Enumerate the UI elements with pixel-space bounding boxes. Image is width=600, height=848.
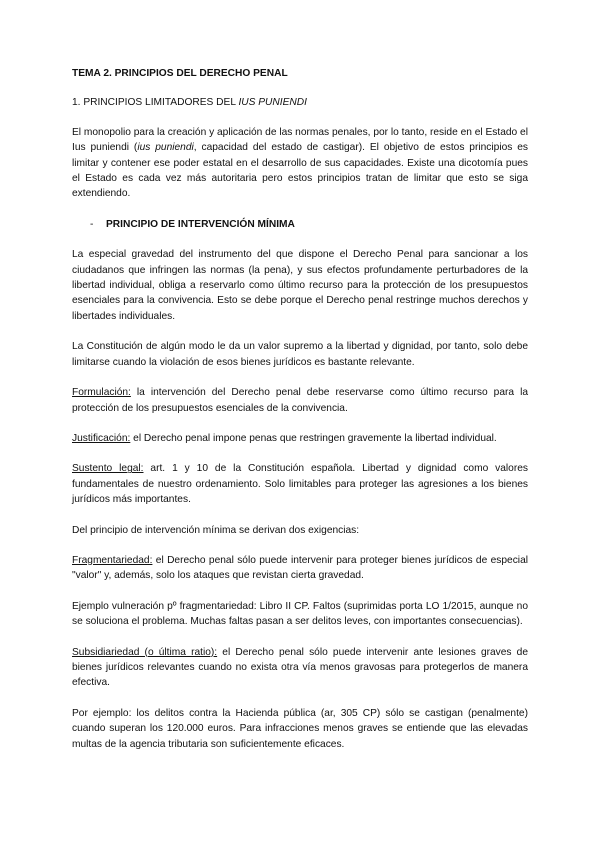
subsidiariedad-paragraph: [72, 645, 528, 691]
section-heading-prefix: 1. PRINCIPIOS LIMITADORES DEL: [72, 97, 239, 109]
justificacion-text: el Derecho penal impone penas que restringen gravemente la libertad individual.: [130, 432, 497, 444]
formulacion-text: la intervención del Derecho penal debe reservarse como último recurso para la protección de los presupuestos esenciales de la convivencia.: [72, 387, 528, 414]
document-title: TEMA 2. PRINCIPIOS DEL DERECHO PENAL: [72, 68, 288, 79]
gravedad-paragraph: La especial gravedad del instrumento del que dispone el Derecho Penal para sancionar a los ciudadanos que infringen las normas (la pena), y sus efectos profundamente perturbadores de la libertad individual, obliga a reservarlo como último recurso para la protección de los presupuestos esenciales para la convivencia. Esto se debe porque el Derecho penal restringe muchos derechos y libertades individuales.: [72, 249, 528, 322]
fragmentariedad-paragraph: [72, 553, 528, 584]
principle-dash: -: [90, 218, 94, 230]
sustento-text: art. 1 y 10 de la Constitución española. Libertad y dignidad como valores fundamentales de nuestro ordenamiento. Solo limitables para proteger las agresiones a los bienes jurídicos más importantes.: [72, 463, 528, 506]
exigencias-paragraph: Del principio de intervención mínima se derivan dos exigencias:: [72, 524, 360, 536]
intro-italic: ius puniendi: [137, 142, 194, 154]
formulacion-label: Formulación:: [72, 387, 131, 399]
constitucion-paragraph: La Constitución de algún modo le da un valor supremo a la libertad y dignidad, por tanto, solo debe limitarse cuando la violación de esos bienes jurídicos es bastante relevante.: [72, 341, 528, 368]
intro-part1: El monopolio para la creación y aplicación de las normas penales, por lo tanto, reside en el Estado el Ius puniendi (: [72, 126, 528, 154]
ejemplo-fragmentariedad-paragraph: Ejemplo vulneración pº fragmentariedad: Libro II CP. Faltos (suprimidas porta LO 1/2015, aunque no se soluciona el problema. Muchas faltas pasan a ser delitos leves, con importantes consecuencias).: [72, 600, 528, 628]
fragmentariedad-text: el Derecho penal sólo puede intervenir para proteger bienes jurídicos de especial "valor" y, además, solo los ataques que revistan cierta gravedad.: [72, 554, 528, 582]
justificacion-paragraph: [72, 431, 528, 446]
formulacion-paragraph: [72, 385, 528, 416]
sustento-paragraph: [72, 461, 528, 507]
intro-part2: , capacidad del estado de castigar). El objetivo de estos principios es limitar y contener ese poder estatal en el desarrollo de sus capacidades. Existe una dicotomía pues el Estado es cada vez más autoritaria pero estos principios tratan de limitar que esto se siga extendiendo.: [72, 142, 529, 200]
ejemplo-hacienda-paragraph: Por ejemplo: los delitos contra la Hacienda pública (ar, 305 CP) sólo se castigan (penalmente) cuando superan los 120.000 euros. Para infracciones menos graves se entiende que las elevadas multas de la agencia tributaria son suficientemente eficaces.: [72, 707, 528, 750]
sustento-label: Sustento legal:: [72, 463, 144, 475]
subsidiariedad-label: Subsidiariedad (o última ratio):: [72, 646, 218, 658]
principle-label: PRINCIPIO DE INTERVENCIÓN MÍNIMA: [106, 218, 295, 230]
document-page: [72, 66, 528, 767]
justificacion-label: Justificación:: [72, 432, 131, 444]
fragmentariedad-label: Fragmentariedad:: [72, 554, 153, 566]
principle-heading: [90, 217, 528, 232]
subsidiariedad-text: el Derecho penal sólo puede intervenir ante lesiones graves de bienes jurídicos relevantes cuando no exista otra vía menos gravosas para protegerlos de manera efectiva.: [72, 646, 528, 689]
section-heading: [72, 95, 528, 110]
section-heading-italic: IUS PUNIENDI: [238, 97, 307, 109]
intro-paragraph: [72, 125, 528, 202]
